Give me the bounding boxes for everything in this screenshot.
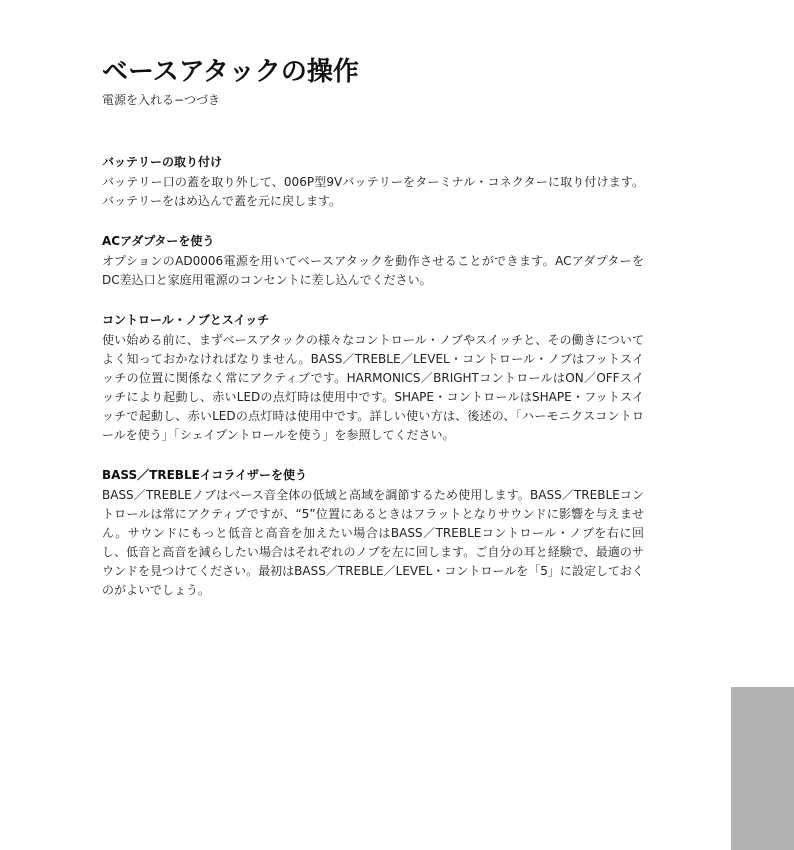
- section-equalizer: [102, 467, 644, 600]
- section-battery: [102, 154, 644, 211]
- section-heading: BASS／TREBLEイコライザーを使う: [102, 468, 307, 482]
- section-body: オプションのAD0006電源を用いてベースアタックを動作させることができます。ACアダプターをDC差込口と家庭用電源のコンセントに差し込んでください。: [102, 254, 644, 287]
- section-heading: ACアダプターを使う: [102, 234, 215, 248]
- section-heading: コントロール・ノブとスイッチ: [102, 313, 270, 327]
- section-ac-adapter: [102, 233, 644, 290]
- section-body: BASS／TREBLEノブはベース音全体の低域と高域を調節するため使用します。BASS／TREBLEコントロールは常にアクティブですが、“5”位置にあるときはフラットとなりサウンドに影響を与えません。サウンドにもっと低音と高音を加えたい場合はBASS／TREBLEコントロール・ノブを右に回し、低音と高音を減らしたい場合はそれぞれのノブを左に回します。ご自分の耳と経験で、最適のサウンドを見つけてください。最初はBASS／TREBLE／LEVEL・コントロールを「5」に設定しておくのがよいでしょう。: [102, 488, 644, 597]
- page-subtitle: 電源を入れる−つづき: [102, 93, 221, 107]
- section-controls: [102, 312, 644, 445]
- section-body: 使い始める前に、まずベースアタックの様々なコントロール・ノブやスイッチと、その働きについてよく知っておかなければなりません。BASS／TREBLE／LEVEL・コントロール・ノブはフットスイッチの位置に関係なく常にアクティブです。HARMONICS／BRIGHTコントロールはON／OFFスイッチにより起動し、赤いLEDの点灯時は使用中です。SHAPE・コントロールはSHAPE・フットスイッチで起動し、赤いLEDの点灯時は使用中です。詳しい使い方は、後述の、「ハーモニクスコントロールを使う」「シェイプントロールを使う」を参照してください。: [102, 333, 644, 442]
- page-title: ベースアタックの操作: [102, 57, 359, 87]
- section-body: バッテリー口の蓋を取り外して、006P型9Vバッテリーをターミナル・コネクターに取り付けます。バッテリーをはめ込んで蓋を元に戻します。: [102, 175, 644, 208]
- page-side-tab: [731, 687, 794, 850]
- section-heading: バッテリーの取り付け: [102, 155, 223, 169]
- manual-content: [102, 154, 644, 622]
